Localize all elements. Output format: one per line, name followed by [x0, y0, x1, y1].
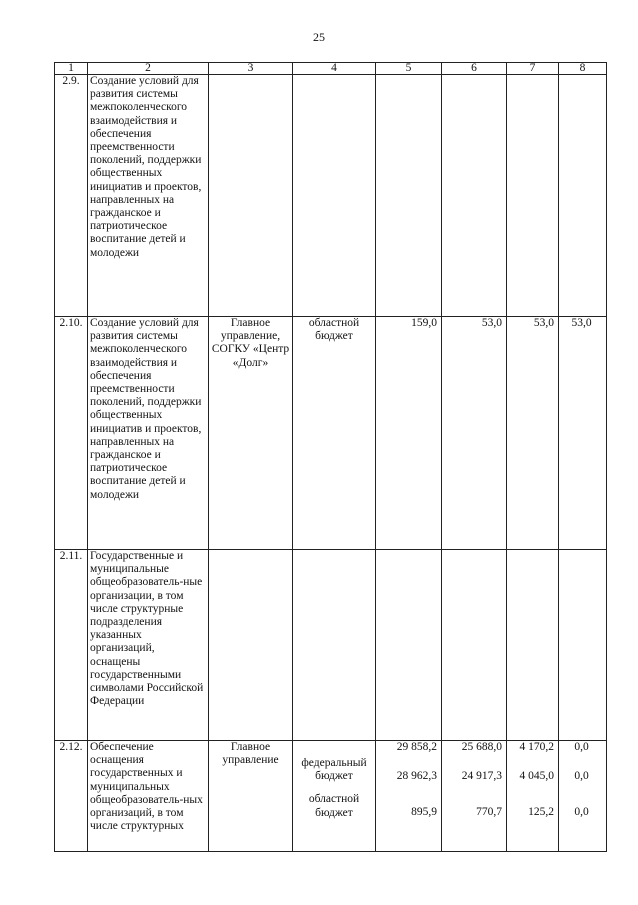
- value-col5: 159,0: [376, 317, 442, 550]
- federal-value: 0,0: [574, 770, 589, 783]
- value-col8: [559, 550, 607, 741]
- funding-source-federal: федеральный бюджет: [301, 757, 367, 783]
- column-header-3: 3: [209, 63, 293, 75]
- table-row: [55, 317, 607, 550]
- table-row: [55, 550, 607, 741]
- regional-value: 895,9: [411, 806, 437, 819]
- value-col7: 53,0: [507, 317, 559, 550]
- executor-cell: Главное управление: [209, 741, 293, 852]
- column-header-1: 1: [55, 63, 88, 75]
- page-number: 25: [313, 30, 325, 44]
- value-col6: [442, 75, 507, 317]
- table-row: [55, 741, 607, 852]
- total-value: 4 170,2: [519, 741, 554, 753]
- total-value: 25 688,0: [461, 741, 502, 753]
- regional-value: 770,7: [476, 806, 502, 819]
- funding-source-cell: [293, 75, 376, 317]
- executor-cell: [209, 550, 293, 741]
- funding-source-cell: [293, 741, 376, 852]
- column-header-5: 5: [376, 63, 442, 75]
- row-number: 2.12.: [55, 741, 88, 852]
- value-col8: [559, 75, 607, 317]
- value-col7: [507, 550, 559, 741]
- value-col5: [376, 550, 442, 741]
- federal-value: 24 917,3: [461, 770, 502, 783]
- column-header-row: [55, 63, 607, 75]
- column-header-4: 4: [293, 63, 376, 75]
- row-number: 2.11.: [55, 550, 88, 741]
- measure-name: Государственные и муниципальные общеобразователь-ные организации, в том числе структурные подразделения указанных организаций, оснащены государственными символами Российской Федерации: [88, 550, 209, 741]
- value-col5: [376, 75, 442, 317]
- column-header-6: 6: [442, 63, 507, 75]
- value-col7: [507, 741, 559, 852]
- regional-value: 0,0: [574, 806, 589, 819]
- column-header-8: 8: [559, 63, 607, 75]
- measure-name: Создание условий для развития системы межпоколенческого взаимодействия и обеспечения преемственности поколений, поддержки общественных инициатив и проектов, направленных на гражданское и патриотическое воспитание детей и молодежи: [88, 75, 209, 317]
- executor-cell: Главное управление, СОГКУ «Центр «Долг»: [209, 317, 293, 550]
- total-value: 29 858,2: [396, 741, 437, 753]
- federal-value: 4 045,0: [519, 770, 554, 783]
- column-header-7: 7: [507, 63, 559, 75]
- funding-source-cell: [293, 550, 376, 741]
- value-col7: [507, 75, 559, 317]
- regional-value: 125,2: [528, 806, 554, 819]
- budget-table: [54, 62, 607, 852]
- column-header-2: 2: [88, 63, 209, 75]
- row-number: 2.10.: [55, 317, 88, 550]
- funding-source-cell: областной бюджет: [293, 317, 376, 550]
- measure-name: Обеспечение оснащения государственных и муниципальных общеобразователь-ных организаций, в том числе структурных: [88, 741, 209, 852]
- value-col6: [442, 741, 507, 852]
- executor-cell: [209, 75, 293, 317]
- funding-source-regional: областной бюджет: [308, 793, 360, 819]
- value-col6: [442, 550, 507, 741]
- value-col6: 53,0: [442, 317, 507, 550]
- federal-value: 28 962,3: [396, 770, 437, 783]
- table-row: [55, 75, 607, 317]
- value-col8: [559, 741, 607, 852]
- total-value: 0,0: [574, 741, 589, 753]
- measure-name: Создание условий для развития системы межпоколенческого взаимодействия и обеспечения преемственности поколений, поддержки общественных инициатив и проектов, направленных на гражданское и патриотическое воспитание детей и молодежи: [88, 317, 209, 550]
- value-col5: [376, 741, 442, 852]
- row-number: 2.9.: [55, 75, 88, 317]
- value-col8: 53,0: [559, 317, 607, 550]
